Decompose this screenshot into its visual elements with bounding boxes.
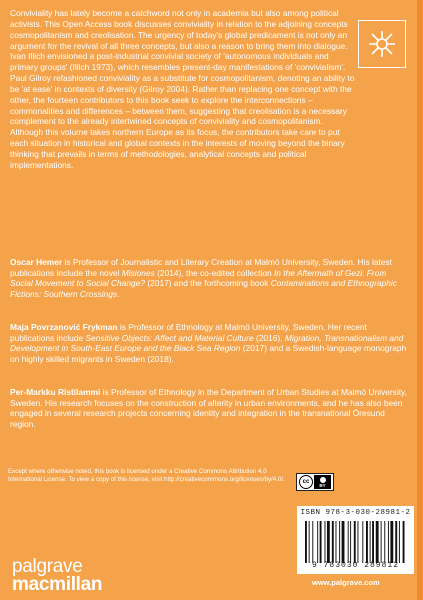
bio-text: . [117, 288, 120, 299]
author-bio-3 [10, 387, 410, 429]
bio-text: is Professor of Journalistic and Literary Creation at Malmö University, Sweden. His latest publications include the novel [10, 257, 393, 278]
open-access-star-icon [367, 29, 397, 59]
publisher-name-line1: palgrave [12, 556, 83, 577]
author-name: Oscar Hemer [10, 257, 63, 267]
bio-text: (2016), [253, 332, 285, 343]
publisher-name-line2: macmillan [12, 574, 103, 595]
license-notice: Except where otherwise noted, this book is licensed under a Creative Commons Attribution 4.0 International License. To view a copy of this license, visit http://creativecommons.org/licenses/by/4.0/. [8, 468, 285, 484]
bio-text: (2017) and a Swedish-language monograph on highly skilled migrants in Sweden (2018). [10, 343, 407, 364]
bio-text: (2017) and the forthcoming book [145, 278, 271, 289]
by-icon [314, 475, 331, 489]
bio-text: (2014), the co-edited collection [154, 267, 274, 278]
cc-icon: cc [299, 475, 313, 489]
open-access-logo [358, 20, 406, 68]
bio-text: is Professor of Ethnology at Malmö University, Sweden. Her recent publications include [10, 322, 367, 343]
description-text: Conviviality has lately become a catchword not only in academia but also among political activists. This Open Access book discusses conviviality in relation to the adjoining concepts cosmopolitanism and creolisation. The urgency of today's global predicament is not only an argument for the revival of all three concepts, but also a reason to bring them into dialogue. Ivan Illich envisioned a post-industrial convivial society of 'autonomous individuals and primary groups' (Illich 1973), which resembles present-day manifestations of 'convivialism'. Paul Gilroy refashioned conviviality as a substitute for cosmopolitanism, denoting an ability to be 'at ease' in contexts of diversity (Gilroy 2004). Rather than replacing one concept with the other, the fourteen contributors to this book seek to explore the interconnections – commonalities and differences – between them, suggesting that creolisation is a necessary complement to the already intertwined concepts of conviviality and cosmopolitanism. Although this volume takes northern Europe as its focus, the contributors take care to put each situation in historical and global contexts in the interests of moving beyond the binary thinking that prevails in terms of methodologies, analytical concepts and political implementations. [10, 8, 355, 170]
cc-by-badge[interactable] [296, 473, 334, 491]
book-description [10, 8, 355, 171]
publisher-url[interactable]: www.palgrave.com [312, 578, 380, 587]
author-bio-2 [10, 322, 410, 364]
author-name: Maja Povrzanović Frykman [10, 322, 118, 332]
author-bio-1 [10, 257, 410, 299]
book-title: Contaminations and Ethnographic Fictions: Southern Crossings [10, 278, 397, 299]
book-title: Sensitive Objects: Affect and Material Culture [85, 332, 254, 343]
isbn-barcode [297, 506, 414, 574]
by-label: BY [319, 482, 326, 488]
publisher-logo [12, 558, 102, 594]
isbn-label: ISBN 978-3-030-28981-2 [300, 509, 411, 517]
cover-edge [417, 0, 423, 600]
bio-text: is Professor of Ethnology in the Department of Urban Studies at Malmö University, Sweden. His research focuses on the construction of alterity in urban environments, and he has also been engaged in several research projects concerning identity and integration in the transnational Öresund region. [10, 387, 407, 429]
author-name: Per-Markku Ristilammi [10, 387, 101, 397]
isbn-digits: 9 783030 289812 [311, 561, 399, 570]
barcode-icon [305, 521, 407, 563]
book-title: Misiones [121, 267, 155, 278]
book-title: Migration, Transnationalism and Development in South-East Europe and the Black Sea Region [10, 332, 404, 354]
book-title: In the Aftermath of Gezi: From Social Movement to Social Change? [10, 267, 387, 289]
